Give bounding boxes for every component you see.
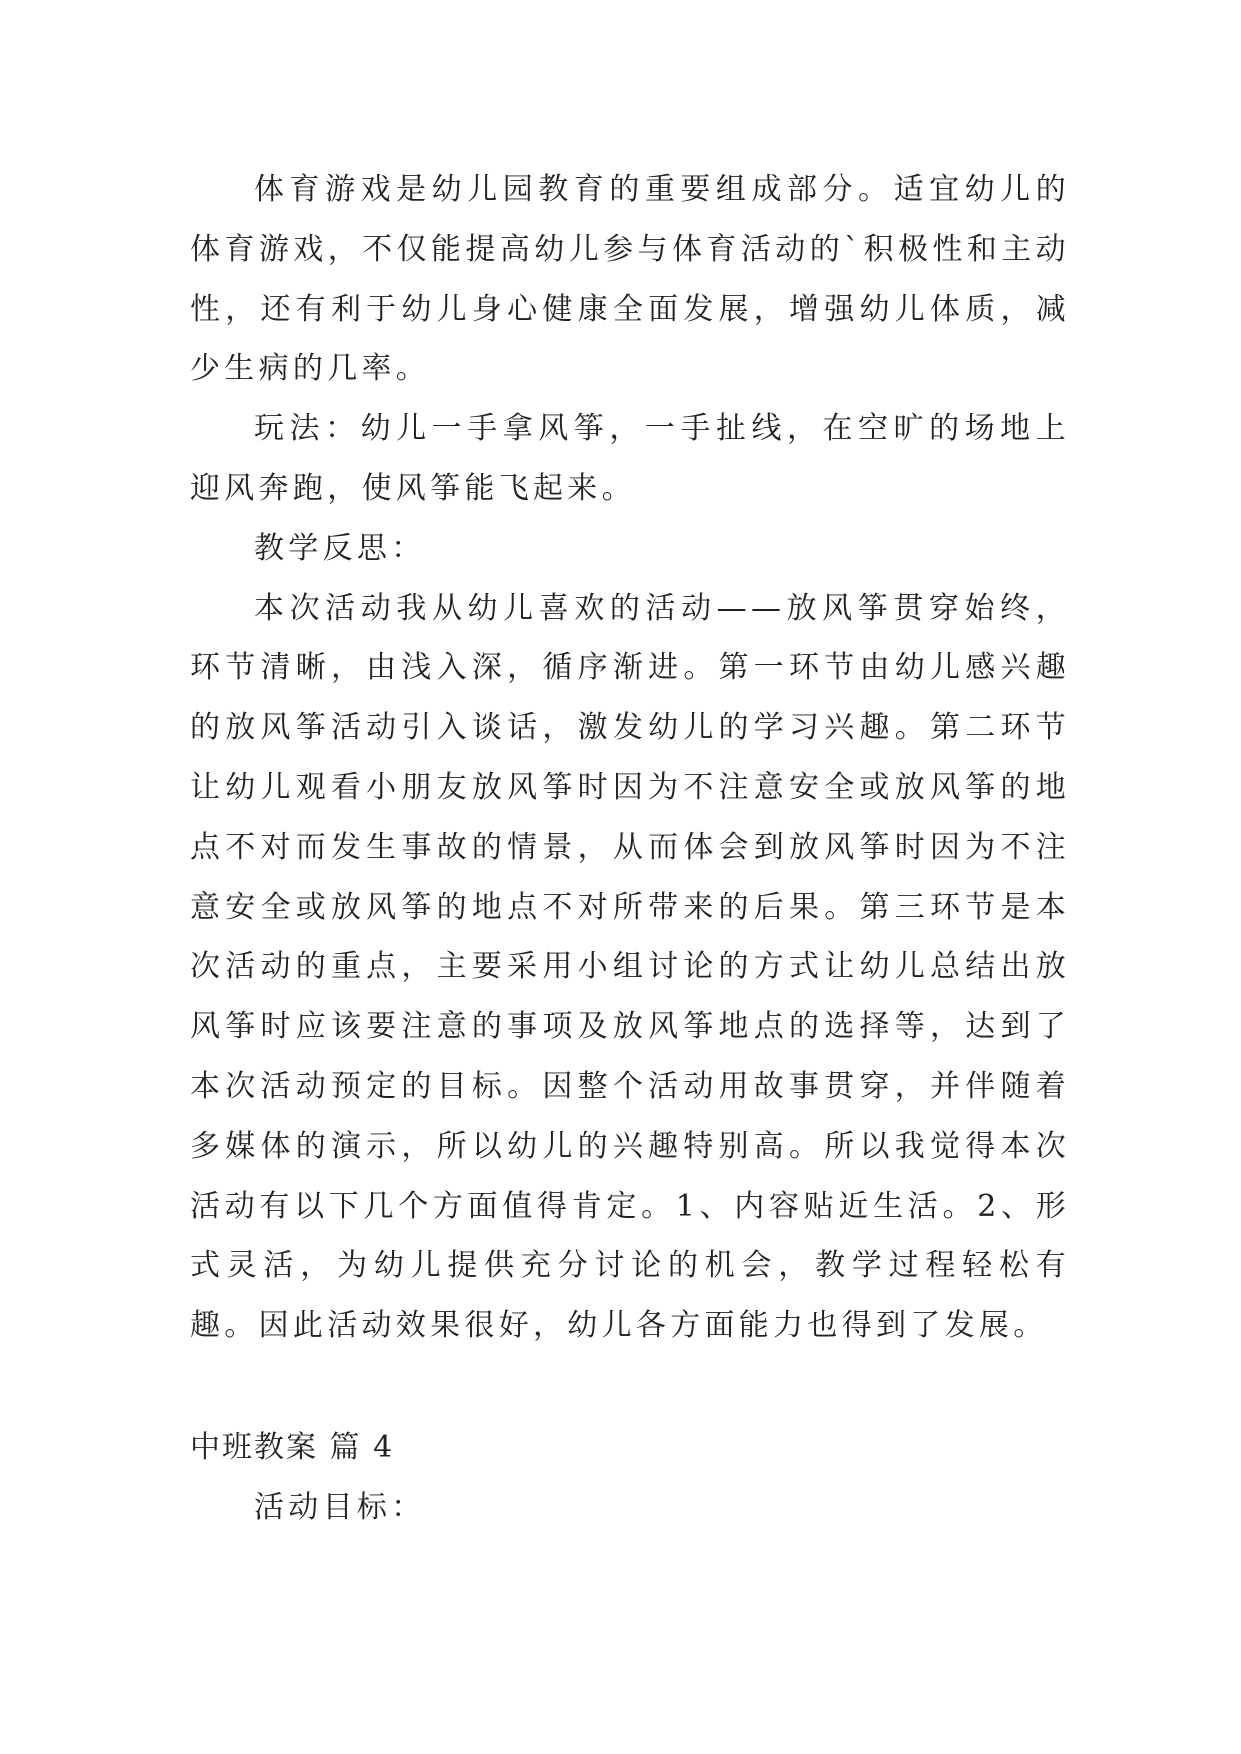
paragraph-gameplay: 玩法：幼儿一手拿风筝，一手扯线，在空旷的场地上迎风奔跑，使风筝能飞起来。 [190, 411, 1070, 506]
paragraph-teaching-reflection: 本次活动我从幼儿喜欢的活动——放风筝贯穿始终，环节清晰，由浅入深，循序渐进。第一环节由幼儿感兴趣的放风筝活动引入谈话，激发幼儿的学习兴趣。第二环节让幼儿观看小朋友放风筝时因为不注意安全或放风筝的地点不对而发生事故的情景，从而体会到放风筝时因为不注意安全或放风筝的地点不对所带来的后果。第三环节是本次活动的重点，主要采用小组讨论的方式让幼儿总结出放风筝时应该要注意的事项及放风筝地点的选择等，达到了本次活动预定的目标。因整个活动用故事贯穿，并伴随着多媒体的演示，所以幼儿的兴趣特别高。所以我觉得本次活动有以下几个方面值得肯定。1、内容贴近生活。2、形式灵活，为幼儿提供充分讨论的机会，教学过程轻松有趣。因此活动效果很好，幼儿各方面能力也得到了发展。 [190, 590, 1070, 1344]
document-body [190, 160, 1070, 1538]
paragraph-activity-goals-label: 活动目标： [254, 1489, 426, 1525]
paragraph-sports-games-intro: 体育游戏是幼儿园教育的重要组成部分。适宜幼儿的体育游戏，不仅能提高幼儿参与体育活动的`积极性和主动性，还有利于幼儿身心健康全面发展，增强幼儿体质，减少生病的几率。 [190, 172, 1070, 387]
section-heading: 中班教案 篇 4 [190, 1429, 395, 1465]
paragraph-teaching-reflection-label: 教学反思： [254, 530, 426, 566]
